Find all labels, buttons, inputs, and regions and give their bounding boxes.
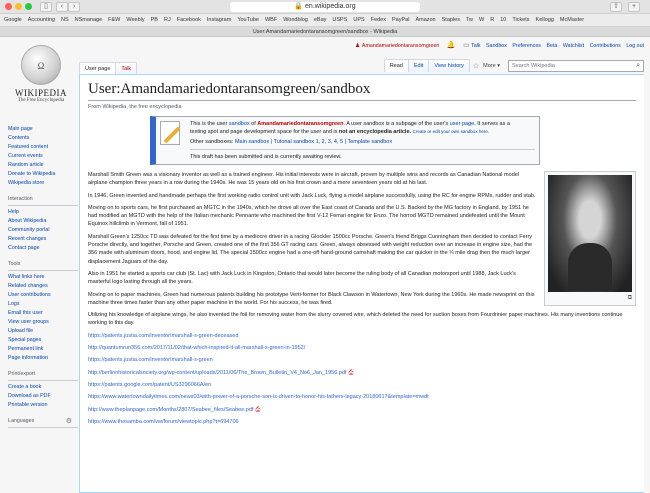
bookmark-item[interactable]: Facebook <box>176 17 201 23</box>
sidebar-item-printable-version[interactable]: Printable version <box>8 402 48 408</box>
sidebar-item-wikipedia-store[interactable]: Wikipedia store <box>8 180 45 186</box>
article-paragraph: Utilizing his knowledge of airplane wings, he also invented the foil for removing water from the slurry covered wire, which deleted the need for suction boxes from Fourdrinier paper machines. His many inventions continue working to this day. <box>88 312 623 327</box>
pdf-icon: ⎙ <box>255 406 261 413</box>
bookmarks-bar <box>0 14 650 27</box>
sidebar-item-about-wikipedia[interactable]: About Wikipedia <box>8 218 47 224</box>
sidebar-heading-interaction: Interaction <box>8 195 78 206</box>
minimize-window-icon[interactable] <box>15 3 22 10</box>
logo-wordmark: WIKIPEDIA <box>15 88 67 98</box>
notice-sandbox-link[interactable]: sandbox <box>228 121 250 127</box>
search-icon[interactable]: ⌕ <box>636 61 640 69</box>
forward-icon[interactable]: › <box>68 2 80 12</box>
sidebar-item-special-pages[interactable]: Special pages <box>8 337 42 343</box>
sidebar-item-create-a-book[interactable]: Create a book <box>8 384 42 390</box>
bookmark-item[interactable]: USPS <box>332 17 348 23</box>
notice-image <box>156 117 186 164</box>
sidebar-item-contact-page[interactable]: Contact page <box>8 245 40 251</box>
notice-text: This is the user sandbox of Amandamariedontaransomgreen. A user sandbox is a subpage of the user's user page. It serves as a testing spot and page development space for the user and is not an encyclopedia article. Create or edit your own sandbox here. Other sandboxes: Main sandbox | Tutorial sandbox 1, 2, 3, 4, 5 | Template sandbox This draft has been submitted and is currently awaiting review. <box>186 117 539 164</box>
browser-titlebar <box>0 0 650 14</box>
bookmark-item[interactable]: NSmanage <box>74 17 103 23</box>
external-link[interactable] <box>88 418 636 426</box>
sidebar-toggle-icon[interactable]: ▯ <box>40 2 52 12</box>
external-link-text: https://www.watertowndailytimes.com/news03/with-power-of-a-porsche-son-is-driven-to-honor-his-fathers-legacy-20180617&template=mwdt <box>88 394 429 401</box>
sidebar-print <box>8 370 78 410</box>
sidebar-item-what-links-here[interactable]: What links here <box>8 274 45 280</box>
draft-status: This draft has been submitted and is currently awaiting review. <box>190 154 342 160</box>
sidebar-item-view-user-groups[interactable]: View user groups <box>8 319 49 325</box>
bookmark-item[interactable]: McMaster <box>559 17 585 23</box>
external-link[interactable] <box>88 332 636 340</box>
logo-tagline: The Free Encyclopedia <box>17 98 65 103</box>
sidebar-item-featured-content[interactable]: Featured content <box>8 144 49 150</box>
bookmark-item[interactable]: Staples <box>441 17 460 23</box>
sidebar-navigation <box>8 125 78 188</box>
bookmark-item[interactable]: PayPal <box>392 17 410 23</box>
url-bar[interactable] <box>230 2 420 12</box>
sidebar-item-upload-file[interactable]: Upload file <box>8 328 34 334</box>
page-title: User:Amandamariedontaransomgreen/sandbox <box>88 81 636 101</box>
external-link[interactable] <box>88 356 636 364</box>
external-link-text: https://patents.google.com/patent/US3296066A/en <box>88 381 212 388</box>
sidebar-item-random-article[interactable]: Random article <box>8 162 44 168</box>
bookmark-item[interactable]: 10 <box>500 17 507 23</box>
bookmark-item[interactable]: UPS <box>353 17 365 23</box>
watchlist-link[interactable]: Watchlist <box>562 43 585 49</box>
watch-star-icon[interactable]: ☆ <box>472 62 480 70</box>
talk-link[interactable]: Talk <box>471 43 481 49</box>
bookmark-item[interactable]: YouTube <box>237 17 259 23</box>
bookmark-item[interactable]: Google <box>4 17 22 23</box>
contributions-link[interactable]: Contributions <box>589 43 621 49</box>
preferences-link[interactable]: Preferences <box>512 43 541 49</box>
back-icon[interactable]: ‹ <box>56 2 68 12</box>
main-content <box>79 74 644 493</box>
sidebar-item-page-information[interactable]: Page information <box>8 355 49 361</box>
gear-icon[interactable]: ⚙ <box>65 418 72 425</box>
sandbox-notice-box <box>150 116 540 165</box>
bookmark-item[interactable]: Fedex <box>370 17 386 23</box>
sidebar-languages <box>8 417 78 428</box>
tab-edit[interactable]: Edit <box>408 59 429 72</box>
article-paragraph: Marshall Smith Green was a visionary inventor as well as a trained engineer. His initial interests were in aircraft, proven by multiple wins and records as Canadian National model airplane champion three years in a row during the 1940s. He was 15 years old on his first crown and a mere seventeen years old at his last. <box>88 172 520 187</box>
external-link-text: https://patents.justia.com/inventor/marshall-s-green <box>88 357 213 364</box>
new-tab-icon[interactable]: + <box>628 2 640 12</box>
bookmark-item[interactable]: PB <box>150 17 158 23</box>
bookmark-item[interactable]: RJ <box>163 17 171 23</box>
tab-user-page[interactable]: User page <box>79 62 116 75</box>
site-subtitle: From Wikipedia, the free encyclopedia <box>88 104 182 110</box>
external-link[interactable] <box>88 406 636 414</box>
bookmark-item[interactable]: Tw <box>465 17 474 23</box>
external-link-text: http://quantumrun356.com/2017/11/02/that-which-inspired-it-all-marshall-s-green-in-1952/ <box>88 345 306 352</box>
sidebar-item-related-changes[interactable]: Related changes <box>8 283 48 289</box>
sidebar <box>8 125 78 435</box>
bookmark-item[interactable]: W <box>479 17 485 23</box>
article-body <box>88 171 636 426</box>
notice-user-link[interactable]: Amandamariedontaransomgreen <box>257 121 344 127</box>
enlarge-icon[interactable]: ⧉ <box>627 295 632 301</box>
bookmark-item[interactable]: Woodblog <box>283 17 308 23</box>
external-link-text: http://berlinnhistoricalsociety.org/wp-content/uploads/2011/06/The_Brown_Bulletin_V4_No6_Jan_1956.pdf <box>88 369 347 376</box>
bookmark-item[interactable]: Tickets <box>512 17 530 23</box>
inbox-icon[interactable]: ▭ <box>463 42 470 49</box>
sidebar-item-permanent-link[interactable]: Permanent link <box>8 346 44 352</box>
sandbox-link[interactable]: Sandbox <box>485 43 507 49</box>
wikipedia-logo[interactable] <box>8 45 74 103</box>
sidebar-heading-print: Print/export <box>8 370 78 381</box>
article-paragraph: Moving on to sports cars, he first purchased an MGTC in the 1940s, which he drove all over the East coast of Canada and the U.S. Backed by the MG factory in England, by 1951 he had modified an MGTD with the help of the Italian mechanic Pennante who machined the first V-12 Ferrari engine for Enzo. The horrod MGTD remained undefeated until the Mount Equinox hillclimb in Vermont, fall of 1951. <box>88 204 529 228</box>
external-link-text: https://patents.justia.com/inventor/marshall-s-green-deceased <box>88 332 239 339</box>
close-window-icon[interactable] <box>5 3 12 10</box>
bookmark-item[interactable]: Amazon <box>415 17 436 23</box>
tab-talk[interactable]: Talk <box>115 62 137 75</box>
bookmark-item[interactable]: R <box>490 17 495 23</box>
sidebar-item-download-as-pdf[interactable]: Download as PDF <box>8 393 51 399</box>
bookmark-item[interactable]: Instagram <box>206 17 232 23</box>
sidebar-item-donate-to-wikipedia[interactable]: Donate to Wikipedia <box>8 171 56 177</box>
url-text: en.wikipedia.org <box>305 3 356 10</box>
bookmark-item[interactable]: NS <box>60 17 69 23</box>
bookmark-item[interactable]: Accounting <box>27 17 55 23</box>
share-icon[interactable]: ⇧ <box>610 2 622 12</box>
external-link-text: https://www.thesamba.com/vw/forum/viewtopic.php?t=694706 <box>88 418 239 425</box>
browser-tab-title: User:Amandamariedontaransomgreen/sandbox - Wikipedia <box>252 29 398 35</box>
chevron-down-icon: ▾ <box>497 62 500 69</box>
article-paragraph: Also in 1951 he started a sports car club (St. Lac) with Jack Luck in Kingston, Ontario that would later become the ruling body of all Canadian motorsport until 1988, Jack Luck's masterful logo lasting through all the years. <box>88 270 516 286</box>
bell-icon[interactable]: 🔔 <box>446 42 456 49</box>
sidebar-item-user-contributions[interactable]: User contributions <box>8 292 51 298</box>
external-link[interactable] <box>88 369 636 377</box>
article-paragraph: Moving on to paper machines, Green had numerous patents building his prototype Verti-former for Black Clawson in Watertown, New York during the 1960s. He made newsprint on this machine three times faster than any other paper machine in the world. For his success, he was fired. <box>88 291 535 306</box>
sidebar-item-logs[interactable]: Logs <box>8 301 20 307</box>
username-link[interactable]: Amandamariedontaransomgreen <box>361 43 440 49</box>
pencil-paper-icon <box>160 121 180 145</box>
beta-link[interactable]: Beta <box>546 43 558 49</box>
sidebar-item-recent-changes[interactable]: Recent changes <box>8 236 47 242</box>
external-link[interactable] <box>88 393 636 401</box>
view-tabs <box>384 59 644 72</box>
sidebar-heading-tools: Tools <box>8 260 78 271</box>
sidebar-heading-languages: Languages <box>8 417 78 428</box>
tab-view-history[interactable]: View history <box>428 59 470 72</box>
sidebar-interaction <box>8 195 78 253</box>
bookmark-item[interactable]: Weebly <box>126 17 145 23</box>
zoom-window-icon[interactable] <box>25 3 32 10</box>
bookmark-item[interactable]: eBay <box>313 17 327 23</box>
bookmark-item[interactable]: Kellogg <box>535 17 554 23</box>
notice-userpage-link[interactable]: user page <box>449 121 475 127</box>
create-sandbox-link[interactable]: Create or edit your own sandbox here. <box>412 129 490 134</box>
tab-read[interactable]: Read <box>384 59 409 72</box>
wiki-page <box>0 37 650 493</box>
reference-links <box>88 332 636 426</box>
sidebar-item-help[interactable]: Help <box>8 209 19 215</box>
article-paragraph: In 1946, Green invented and handmade perhaps the first working radio control unit with Jack Luck, flying a model airplane successfully, using the RC for engine RPMs, rudder and stab. <box>88 192 536 199</box>
pdf-icon: ⎙ <box>348 369 354 376</box>
notice-divider <box>190 149 535 150</box>
sidebar-item-community-portal[interactable]: Community portal <box>8 227 50 233</box>
external-link-text: http://www.theplanpage.com/Months/2807/Seabee_files/Seabee.pdf <box>88 406 254 413</box>
external-link[interactable] <box>88 344 636 352</box>
sidebar-item-current-events[interactable]: Current events <box>8 153 43 159</box>
user-icon: ♟ <box>355 43 360 49</box>
sidebar-tools <box>8 260 78 363</box>
browser-tab[interactable] <box>0 27 650 37</box>
portrait-photo[interactable] <box>548 175 632 292</box>
bookmark-item[interactable]: F&W <box>108 17 121 23</box>
personal-tools <box>350 41 644 49</box>
logout-link[interactable]: Log out <box>626 43 644 49</box>
article-paragraph: Marshall Green's 1250cc TD was defeated for the first time by a mediocre driver in a racing Glockler 1500cc Porsche. Green's friend Briggs Cunningham then decided to contact Ferry Porsche directly, and together, Porsche and Green, created one of the first 356 GT racing cars. Green, always obsessed with weight reduction over an increase in engine size, had the 356 made with aluminum doors, hood, and engine lid. The special 1500cc engine had a one-off hand-ground camshaft making the car quicker in the ¼ mile drag then the much larger displacement Jaguars of the day. <box>88 233 533 265</box>
sidebar-item-main-page[interactable]: Main page <box>8 126 33 132</box>
external-link[interactable] <box>88 381 636 389</box>
sidebar-item-contents[interactable]: Contents <box>8 135 30 141</box>
bookmark-item[interactable]: WBF <box>264 17 278 23</box>
more-menu[interactable] <box>479 60 504 72</box>
sidebar-item-email-this-user[interactable]: Email this user <box>8 310 43 316</box>
puzzle-globe-icon: Ω <box>21 45 61 85</box>
more-label: More <box>483 62 496 69</box>
portrait-thumbnail[interactable] <box>544 171 636 306</box>
lock-icon: 🔒 <box>294 3 304 10</box>
other-sandboxes-links[interactable]: Main sandbox | Tutorial sandbox 1, 2, 3, 4, 5 | Template sandbox <box>234 139 393 145</box>
search-input[interactable]: Search Wikipedia ⌕ <box>508 60 644 72</box>
